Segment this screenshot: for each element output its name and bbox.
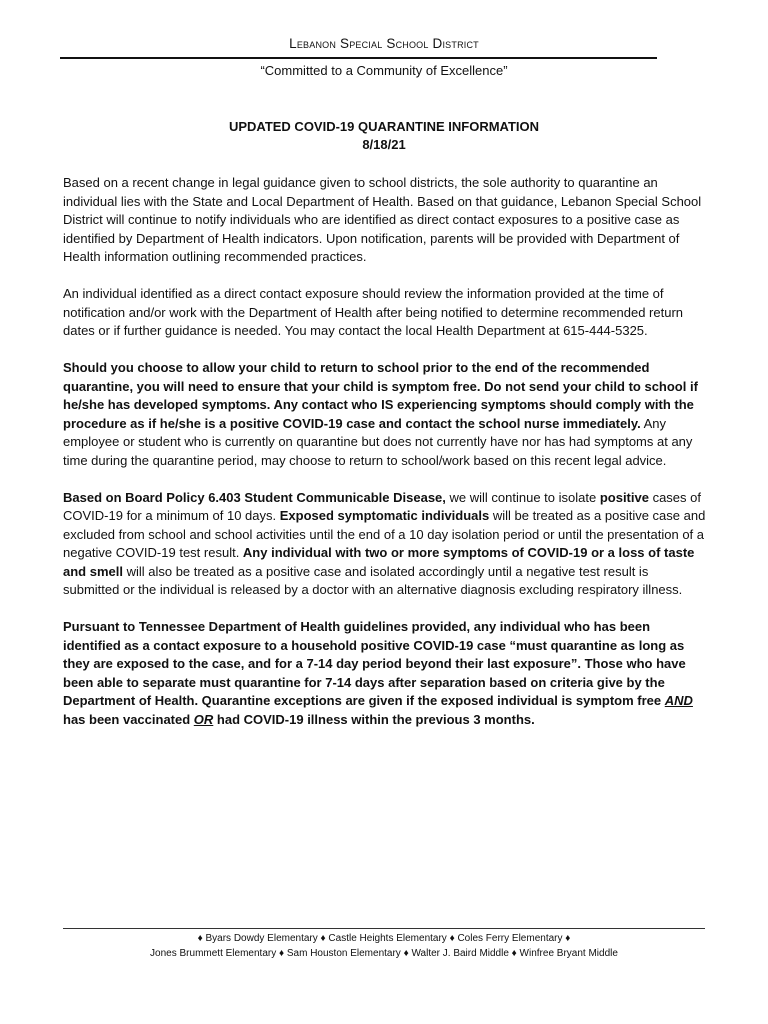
exposed-symptomatic-label: Exposed symptomatic individuals [279,508,490,523]
board-policy-text: we will continue to isolate [445,489,600,505]
board-policy-text: will be treated as a positive case and excluded from school and school activities until the end of a 10 day isolation period or until the presentation of a negative COVID-19 test result. [63,508,706,560]
board-policy-positive: positive [599,489,649,505]
paragraph-return-to-school [63,359,708,470]
tdh-guidelines-text: has been vaccinated [63,711,194,727]
document-body [63,174,708,748]
document-title-block [0,118,768,154]
return-to-school-warning: Should you choose to allow your child to return to school prior to the end of the recommended quarantine, you will need to ensure that your child is symptom free. Do not send your child to school if he/she has developed symptoms. Any contact who IS experiencing symptoms should comply with the procedure as if he/she is a positive COVID-19 case and contact the school nurse immediately. [63,360,698,431]
board-policy-reference: Based on Board Policy 6.403 Student Communicable Disease, [63,489,446,505]
board-policy-text: will also be treated as a positive case and isolated accordingly until a negative test result is submitted or the individual is released by a doctor with an alternative diagnosis excluding respiratory illness. [63,563,683,597]
emphasis-and: AND [664,693,693,708]
tdh-guidelines-text: had COVID-19 illness within the previous 3 months. [213,711,535,727]
footer-line-1: ♦ Byars Dowdy Elementary ♦ Castle Heights Elementary ♦ Coles Ferry Elementary ♦ [197,933,571,944]
document-title: UPDATED COVID-19 QUARANTINE INFORMATION [228,119,540,134]
footer-line-2: Jones Brummett Elementary ♦ Sam Houston Elementary ♦ Walter J. Baird Middle ♦ Winfree Bryant Middle [150,948,618,959]
footer-schools [0,931,768,961]
district-name: Lebanon Special School District [289,36,479,51]
paragraph-legal-guidance: Based on a recent change in legal guidance given to school districts, the sole authority to quarantine an individual lies with the State and Local Department of Health. Based on that guidance, Lebanon Special School District will continue to notify individuals who are identified as direct contact exposures to a positive case as identified by Department of Health indicators. Upon notification, parents will be provided with Department of Health information outlining recommended practices. [63,175,702,264]
two-symptoms-label: Any individual with two or more symptoms of COVID-19 or a loss of taste and smell [63,545,695,579]
document-date: 8/18/21 [362,137,406,152]
board-policy-text: cases of COVID-19 for a minimum of 10 days. [63,489,701,523]
paragraph-tdh-guidelines [63,618,708,729]
paragraph-board-policy [63,489,708,600]
return-to-school-detail: Any employee or student who is currently on quarantine but does not currently have nor has had symptoms at any time during the quarantine period, may choose to return to school/work based on this recent legal advice. [63,415,693,468]
emphasis-or: OR [193,711,214,727]
tdh-guidelines-text: Pursuant to Tennessee Department of Health guidelines provided, any individual who has been identified as a contact exposure to a household positive COVID-19 case “must quarantine as long as they are exposed to the case, and for a 7-14 day period beyond their last exposure”. Those who have been able to separate must quarantine for 7-14 days after separation based on criteria give by the Department of Health. Quarantine exceptions are given if the exposed individual is symptom free [63,619,686,708]
header-divider [60,57,657,59]
footer-divider [63,928,705,929]
paragraph-direct-contact: An individual identified as a direct contact exposure should review the information provided at the time of notification and/or work with the Department of Health after being notified to determine recommended return dates or if further guidance is needed. You may contact the local Health Department at 615-444-5325. [63,286,684,338]
district-motto: “Committed to a Community of Excellence” [260,63,508,78]
